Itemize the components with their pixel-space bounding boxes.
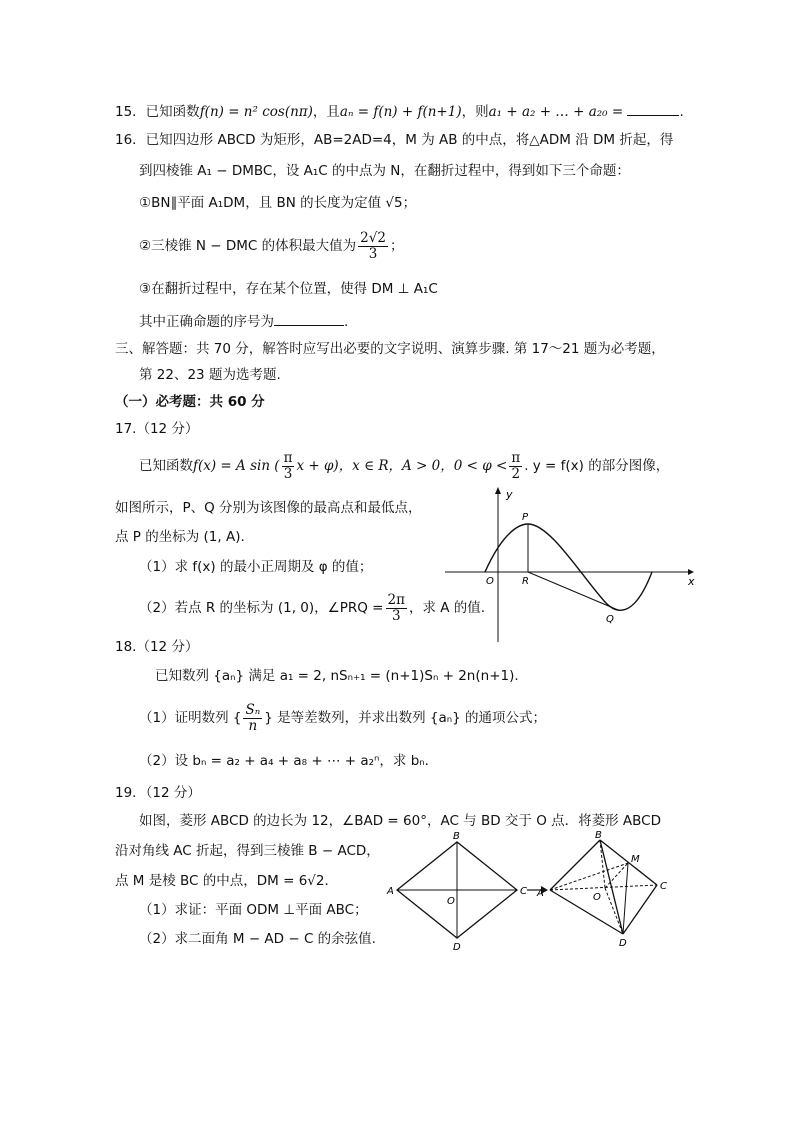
q17-label-p: P bbox=[522, 512, 529, 523]
q18-p1-den: n bbox=[248, 717, 258, 734]
q17-sine-graph bbox=[440, 484, 700, 644]
q15-end: . bbox=[679, 104, 684, 120]
q17-l1-mid: ，x ∈ R，A > 0，0 < φ < bbox=[338, 458, 508, 474]
q19-fold-segment-bo bbox=[600, 840, 605, 888]
q17-l1-pre: 已知函数 bbox=[139, 458, 193, 474]
q15-text-pre: 15．已知函数 bbox=[115, 104, 200, 120]
q19-fold-label-b: B bbox=[595, 830, 602, 841]
q15-line bbox=[115, 101, 684, 121]
section3-line2: 第 22、23 题为选考题. bbox=[139, 367, 281, 383]
q16-line2: 到四棱锥 A₁ − DMBC，设 A₁C 的中点为 N，在翻折过程中，得到如下三个命题： bbox=[139, 163, 630, 179]
section3-line1: 三、解答题：共 70 分，解答时应写出必要的文字说明、演算步骤. 第 17～21 题为必考题， bbox=[115, 341, 665, 357]
q17-label-r: R bbox=[522, 576, 529, 587]
q17-line1 bbox=[139, 448, 669, 484]
q19-part2: （2）求二面角 M − AD − C 的余弦值. bbox=[139, 931, 376, 947]
q17-l1-num: π bbox=[283, 449, 293, 466]
q18-header: 18.（12 分） bbox=[115, 639, 199, 655]
q17-l1-end: . y = f(x) 的部分图像， bbox=[524, 458, 670, 474]
q17-p2-end: ，求 A 的值. bbox=[408, 600, 486, 616]
q17-p2-fraction bbox=[386, 593, 407, 624]
q18-part1 bbox=[139, 700, 546, 736]
q17-l1-den2: 2 bbox=[511, 465, 521, 482]
q17-l1-fn2: x + φ) bbox=[296, 458, 339, 474]
q17-label-x: x bbox=[688, 575, 695, 588]
q19-fold-edge-ad bbox=[550, 890, 623, 934]
q17-part1: （1）求 f(x) 的最小正周期及 φ 的值； bbox=[139, 559, 373, 575]
q15-text-mid: ，且 bbox=[312, 104, 340, 120]
q19-flat-label-d: D bbox=[453, 942, 461, 950]
q16-item2-numerator: 2√2 bbox=[360, 229, 386, 246]
q17-label-y: y bbox=[506, 488, 513, 501]
q19-line3: 点 M 是棱 BC 的中点，DM = 6√2． bbox=[115, 873, 338, 889]
q17-l1-fraction2 bbox=[509, 451, 522, 482]
q18-p1-pre: （1）证明数列 { bbox=[139, 710, 242, 726]
q16-item2-fraction bbox=[358, 231, 388, 262]
q19-part1: （1）求证：平面 ODM ⊥平面 ABC； bbox=[139, 902, 368, 918]
q17-label-q: Q bbox=[606, 614, 614, 625]
q19-fold-label-d: D bbox=[619, 938, 627, 949]
q18-p1-end: } 是等差数列，并求出数列 {aₙ} 的通项公式； bbox=[264, 710, 547, 726]
q16-item2-end: ； bbox=[389, 238, 404, 254]
q16-item2 bbox=[139, 228, 403, 264]
q15-sequence: aₙ = f(n) + f(n+1) bbox=[339, 104, 462, 120]
q16-answer-blank[interactable] bbox=[274, 311, 344, 326]
q19-rhombus-figures bbox=[385, 830, 685, 950]
q17-header: 17.（12 分） bbox=[115, 421, 199, 437]
q16-item3: ③在翻折过程中，存在某个位置，使得 DM ⊥ A₁C bbox=[139, 281, 438, 297]
q17-label-o: O bbox=[486, 576, 494, 587]
q15-text-then: ，则 bbox=[461, 104, 489, 120]
q17-l1-fn: f(x) = A sin ( bbox=[193, 458, 280, 474]
q17-y-arrow-icon bbox=[495, 487, 501, 494]
q17-sine-curve bbox=[485, 524, 652, 610]
q19-fold-label-o: O bbox=[593, 892, 601, 903]
q19-flat-label-a: A bbox=[387, 886, 394, 897]
q19-flat-label-b: B bbox=[453, 831, 460, 842]
q16-item2-text: ②三棱锥 N − DMC 的体积最大值为 bbox=[139, 238, 357, 254]
q19-fold-edge-ab bbox=[550, 840, 600, 890]
q17-p2-num: 2π bbox=[387, 591, 405, 608]
q18-p1-num: Sₙ bbox=[245, 701, 261, 718]
q18-p1-fraction bbox=[243, 703, 262, 734]
q17-line3: 点 P 的坐标为 (1, A). bbox=[115, 529, 245, 545]
q16-answer-line bbox=[139, 311, 348, 331]
q18-line1: 已知数列 {aₙ} 满足 a₁ = 2, nSₙ₊₁ = (n+1)Sₙ + 2n(n+1). bbox=[155, 668, 519, 684]
q17-p2-pre: （2）若点 R 的坐标为 (1, 0)，∠PRQ = bbox=[139, 600, 384, 616]
q17-part2 bbox=[139, 590, 485, 626]
q19-fold-edge-cd bbox=[623, 885, 657, 934]
q17-line2: 如图所示，P、Q 分别为该图像的最高点和最低点， bbox=[115, 500, 422, 516]
q17-l1-den: 3 bbox=[283, 465, 293, 482]
q19-fold-edge-bc bbox=[600, 840, 657, 885]
q19-line2: 沿对角线 AC 折起，得到三棱锥 B − ACD， bbox=[115, 843, 380, 859]
q17-l1-num2: π bbox=[511, 449, 521, 466]
q17-p2-den: 3 bbox=[391, 607, 401, 624]
q15-function: f(n) = n² cos(nπ) bbox=[199, 104, 313, 120]
section3-subheading: （一）必考题：共 60 分 bbox=[115, 394, 265, 410]
q19-flat-label-o: O bbox=[447, 896, 455, 907]
q19-header: 19．（12 分） bbox=[115, 785, 201, 801]
q18-part2: （2）设 bₙ = a₂ + a₄ + a₈ + ⋯ + a₂ⁿ，求 bₙ. bbox=[139, 753, 429, 769]
q19-fold-label-m: M bbox=[631, 854, 640, 865]
q16-line1: 16．已知四边形 ABCD 为矩形，AB=2AD=4，M 为 AB 的中点，将△ADM 沿 DM 折起，得 bbox=[115, 132, 674, 148]
q19-fold-segment-am bbox=[550, 863, 628, 890]
q19-line1: 如图，菱形 ABCD 的边长为 12，∠BAD = 60°，AC 与 BD 交于 O 点．将菱形 ABCD bbox=[139, 813, 661, 829]
q19-flat-label-c: C bbox=[520, 886, 527, 897]
q16-item1: ①BN∥平面 A₁DM，且 BN 的长度为定值 √5； bbox=[139, 195, 417, 211]
q16-answer-end: . bbox=[344, 314, 349, 330]
q15-answer-blank[interactable] bbox=[627, 101, 679, 116]
q19-fold-segment-dm bbox=[623, 863, 628, 934]
q19-fold-label-c: C bbox=[660, 881, 667, 892]
q17-rq-segment bbox=[528, 572, 618, 610]
q16-answer-text: 其中正确命题的序号为 bbox=[139, 314, 274, 330]
q19-fold-edge-ac bbox=[550, 885, 657, 890]
q15-sum: a₁ + a₂ + … + a₂₀ = bbox=[488, 104, 624, 120]
q19-fold-label-a: A bbox=[537, 888, 544, 899]
q17-l1-fraction bbox=[282, 451, 295, 482]
q16-item2-denominator: 3 bbox=[368, 245, 378, 262]
